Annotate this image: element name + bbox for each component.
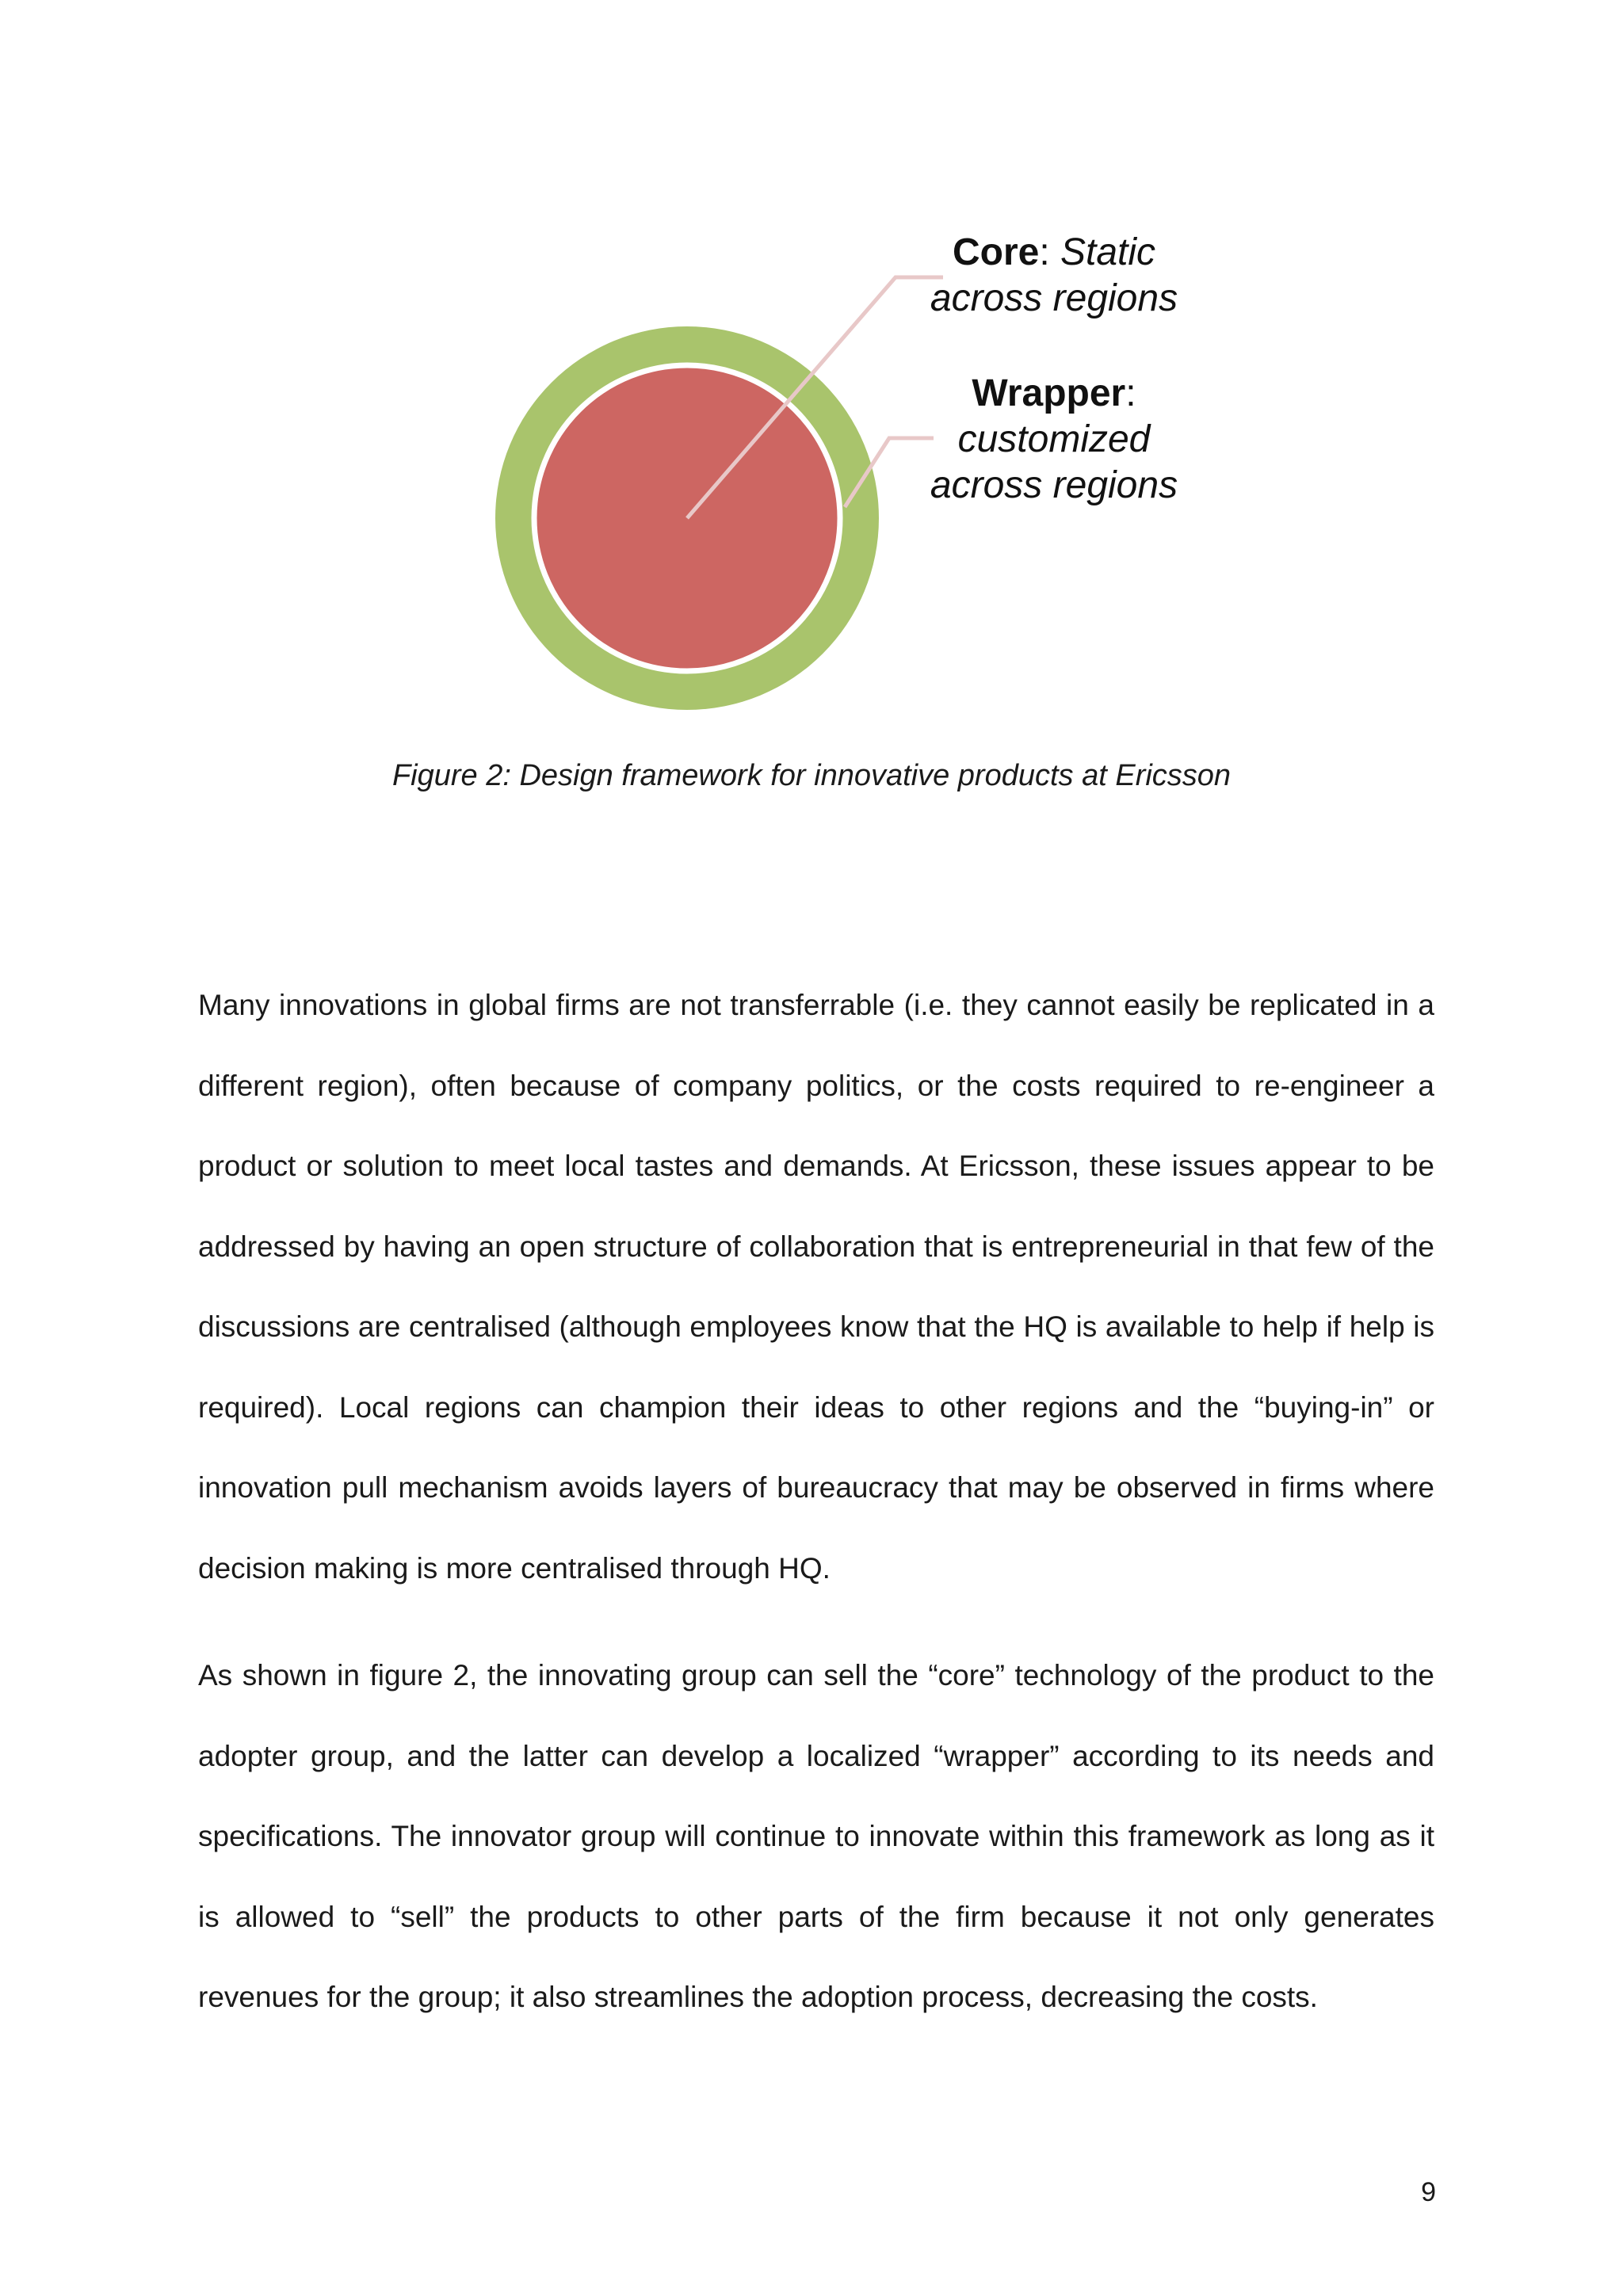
wrapper-label-description: across regions [930, 464, 1178, 506]
wrapper-label-customized: customized [957, 418, 1151, 460]
core-label-title: Core [952, 231, 1040, 273]
core-label-separator: : [1039, 231, 1050, 273]
core-label-description: across regions [930, 277, 1178, 319]
figure-caption: Figure 2: Design framework for innovative products at Ericsson [391, 759, 1232, 792]
paragraph-1: Many innovations in global firms are not transferrable (i.e. they cannot easily be replicated in a different region), often because of company politics, or the costs required to re-engineer a product or solution to meet local tastes and demands. At Ericsson, these issues appear to be addressed by having an open structure of collaboration that is entrepreneurial in that few of the discussions are centralised (although employees know that the HQ is available to help if help is required). Local regions can champion their ideas to other regions and the “buying-in” or innovation pull mechanism avoids layers of bureaucracy that may be observed in firms where decision making is more centralised through HQ. [198, 989, 1434, 1585]
core-wrapper-figure [0, 0, 1623, 840]
core-label [880, 230, 1228, 322]
paragraph-2: As shown in figure 2, the innovating group can sell the “core” technology of the product to the adopter group, and the latter can develop a localized “wrapper” according to its needs and specifications. The innovator group will continue to innovate within this framework as long as it is allowed to “sell” the products to other parts of the firm because it not only generates revenues for the group; it also streamlines the adoption process, decreasing the costs. [198, 1659, 1434, 2013]
page-number: 9 [1421, 2177, 1436, 2207]
body-text [198, 965, 1434, 2038]
wrapper-label-separator: : [1125, 372, 1136, 414]
wrapper-label [880, 371, 1228, 509]
core-wrapper-diagram [0, 0, 1623, 840]
wrapper-label-title: Wrapper [972, 372, 1126, 414]
core-label-static: Static [1060, 231, 1156, 273]
